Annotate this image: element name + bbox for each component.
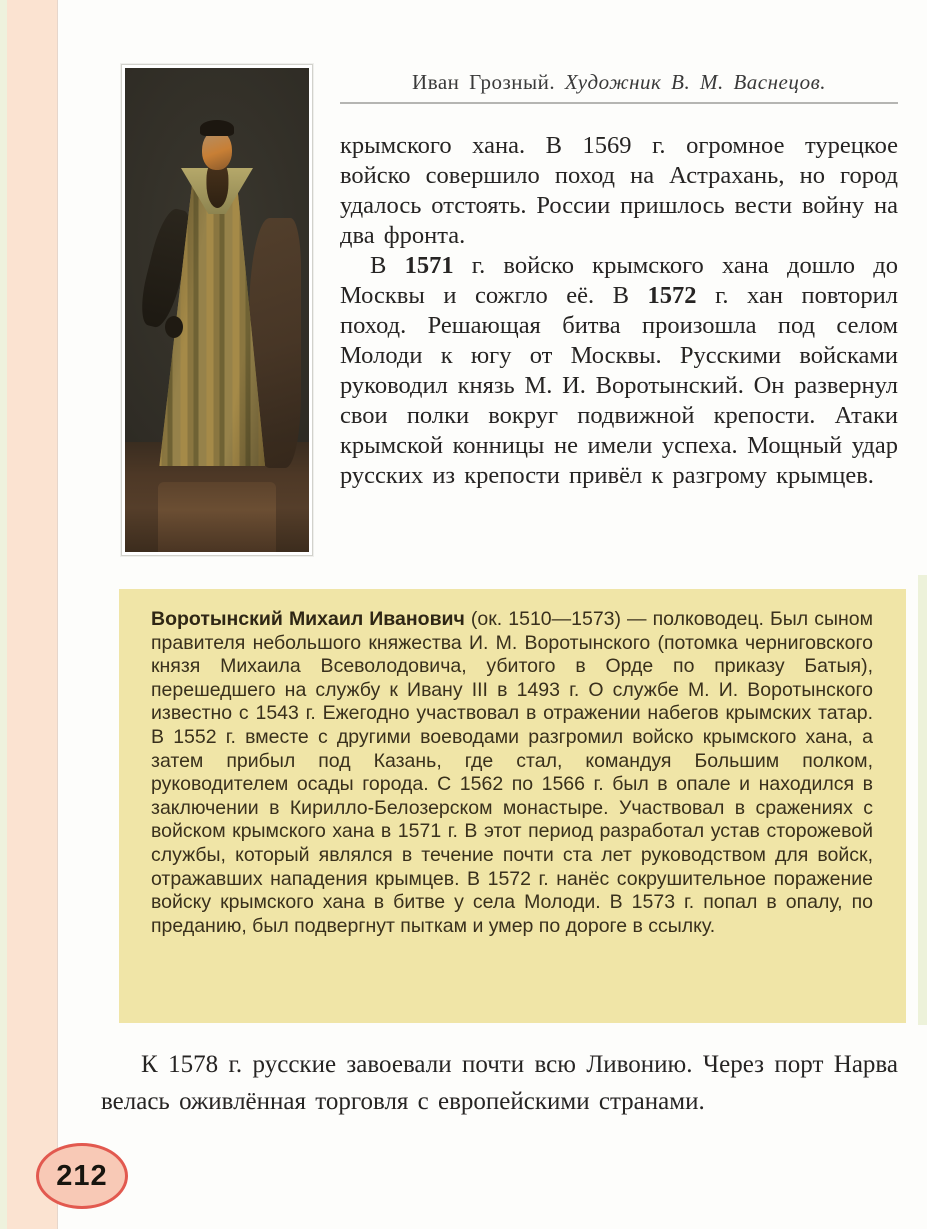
biography-subject-name: Воротынский Михаил Иванович xyxy=(151,608,465,630)
paragraph-crimean-khan: крымского хана. В 1569 г. огромное турецкое войско совершило поход на Астрахань, но город удалось отстоять. России пришлось вести войну на два фронта. xyxy=(340,132,898,249)
page-margin-strip xyxy=(7,0,58,1229)
year-1572-bold: 1572 xyxy=(647,282,697,309)
caption-divider xyxy=(340,102,898,104)
portrait-cap xyxy=(200,120,234,136)
paragraph-molodi-battle xyxy=(340,251,898,491)
scan-edge-left xyxy=(0,0,7,1229)
biography-sidebar-box xyxy=(119,589,906,1023)
caption-artist: Художник В. М. Васнецов. xyxy=(564,70,826,94)
main-text-column xyxy=(340,131,898,491)
text-run: г. хан повторил поход. Решающая битва произошла под селом Молоди к югу от Москвы. Русскими войсками руководил князь М. И. Воротынский. Он развернул свои полки вокруг подвижной крепости. Атаки крымской конницы не имели успеха. Мощный удар русских из крепости привёл к разгрому крымцев. xyxy=(340,282,898,489)
portrait-rug xyxy=(158,482,276,552)
portrait-caption xyxy=(340,70,898,95)
text-run: г. войско крымского хана дошло до Москвы и сожгло её. В xyxy=(340,252,898,309)
page-number: 212 xyxy=(56,1159,108,1192)
year-1571-bold: 1571 xyxy=(404,252,454,279)
portrait-painting xyxy=(121,64,313,556)
paragraph-livonia: К 1578 г. русские завоевали почти всю Ливонию. Через порт Нарва велась оживлённая торговля с европейскими странами. xyxy=(101,1051,898,1115)
portrait-canvas xyxy=(125,68,309,552)
text-run: В xyxy=(370,252,405,279)
portrait-head xyxy=(202,130,232,170)
biography-text: (ок. 1510—1573) — полководец. Был сыном правителя небольшого княжества И. М. Воротынского (потомка черниговского князя Михаила Всеволодовича, убитого в Орде по приказу Батыя), перешедшего на службу к Ивану III в 1493 г. О службе М. И. Воротынского известно с 1543 г. Ежегодно участвовал в отражении набегов крымских татар. В 1552 г. вместе с другими воеводами разгромил войско крымского хана, а затем прибыл под Казань, где стал, командуя Большим полком, руководителем осады города. С 1562 по 1566 г. был в опале и находился в заключении в Кирилло-Белозерском монастыре. Участвовал в сражениях с войском крымского хана в 1571 г. В этот период разработал устав сторожевой службы, который являлся в течение почти ста лет руководством для войск, отражавших нападения крымцев. В 1572 г. нанёс сокрушительное поражение войску крымского хана в битве у села Молоди. В 1573 г. попал в опалу, по преданию, был подвергнут пыткам и умер по дороге в ссылку. xyxy=(151,608,873,937)
scan-edge-right xyxy=(918,575,927,1025)
portrait-hand xyxy=(165,316,183,338)
caption-title: Иван Грозный. xyxy=(412,70,556,94)
closing-paragraph xyxy=(101,1046,898,1120)
page-number-badge xyxy=(36,1143,128,1209)
